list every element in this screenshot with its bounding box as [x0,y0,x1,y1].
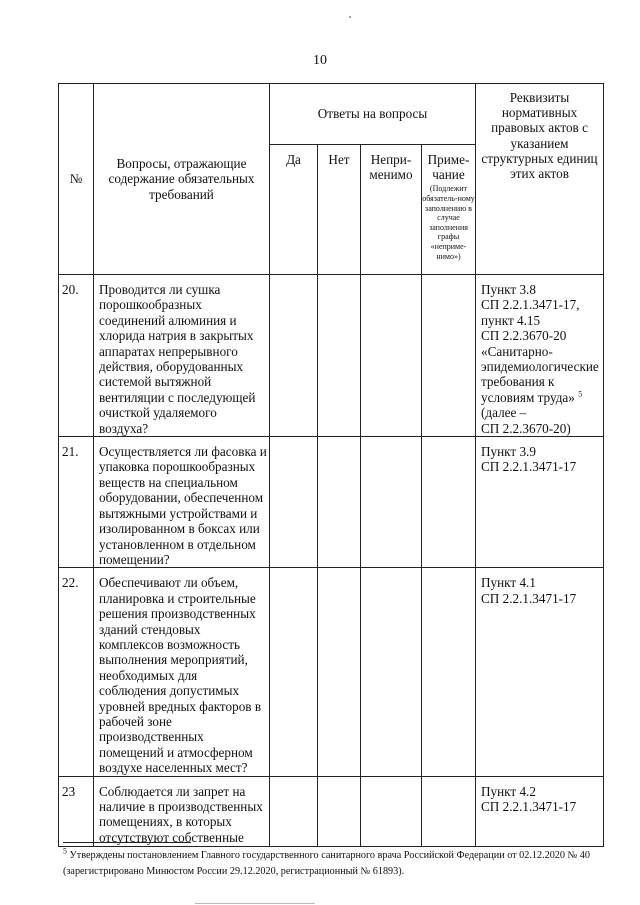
header-not-applicable: Непри-менимо [361,145,422,275]
table-row [59,275,604,437]
footnote-ref: 5 [578,389,583,399]
row-question: Осуществляется ли фасовка и упаковка порошкообразных веществ на специальном оборудовании, обеспеченном вытяжными устройствами и изолированном в боксах или установленном в отдельном помещении? [94,437,270,568]
cell-no[interactable] [318,275,361,437]
cell-yes[interactable] [270,568,318,776]
row-number: 22. [59,568,94,776]
header-requisites: Реквизиты нормативных правовых актов с указанием структурных единиц этих актов [476,84,604,275]
cell-not-applicable[interactable] [361,776,422,846]
row-requisites-text: Пункт 3.8 СП 2.2.1.3471-17, пункт 4.15 СП 2.2.3670-20 «Санитарно-эпидемиологические требования к условиям труда» [481,282,599,405]
scan-speck [349,16,351,18]
table-header-row-1 [59,84,604,145]
requirements-table [58,83,604,847]
table-row [59,568,604,776]
footnote [63,848,608,879]
header-yes: Да [270,145,318,275]
footnote-text: Утверждены постановлением Главного государственного санитарного врача Российской Федерации от 02.12.2020 № 40 (зарегистрировано Минюстом России 29.12.2020, регистрационный № 61893). [63,850,590,877]
header-question: Вопросы, отражающие содержание обязательных требований [94,84,270,275]
cell-yes[interactable] [270,776,318,846]
header-answers: Ответы на вопросы [270,84,476,145]
header-note [422,145,476,275]
cell-note[interactable] [422,437,476,568]
row-number: 20. [59,275,94,437]
cell-yes[interactable] [270,437,318,568]
row-question: Проводится ли сушка порошкообразных соединений алюминия и хлорида натрия в закрытых аппаратах непрерывного действия, оборудованных системой вытяжной вентиляции с последующей очисткой удаляемого воздуха? [94,275,270,437]
row-requisites [476,568,604,776]
cell-not-applicable[interactable] [361,437,422,568]
table-row [59,437,604,568]
cell-no[interactable] [318,776,361,846]
cell-not-applicable[interactable] [361,275,422,437]
row-requisites [476,437,604,568]
cell-not-applicable[interactable] [361,568,422,776]
row-question: Соблюдается ли запрет на наличие в производственных помещениях, в которых отсутствуют собственные [94,776,270,846]
cell-no[interactable] [318,568,361,776]
header-number: № [59,84,94,275]
header-no: Нет [318,145,361,275]
header-note-small: (Подлежит обязатель-ному заполнению в случае заполнения графы «непримe-нимо») [422,184,475,261]
cell-note[interactable] [422,776,476,846]
cell-yes[interactable] [270,275,318,437]
row-requisites-text: Пункт 4.1 СП 2.2.1.3471-17 [481,575,577,606]
row-requisites-text: Пункт 4.2 СП 2.2.1.3471-17 [481,783,577,814]
row-question: Обеспечивают ли объем, планировка и строительные решения производственных зданий стендовых комплексов возможность выполнения мероприятий, необходимых для соблюдения допустимых уровней вредных факторов в рабочей зоне производственных помещений и атмосферном воздухе населенных мест? [94,568,270,776]
cell-no[interactable] [318,437,361,568]
footnote-divider [63,842,191,843]
row-requisites [476,776,604,846]
row-number: 21. [59,437,94,568]
cell-note[interactable] [422,568,476,776]
cell-note[interactable] [422,275,476,437]
row-requisites-text-cont: (далее – СП 2.2.3670-20) [481,405,571,436]
header-note-title: Приме-чание [427,152,470,183]
footnote-mark: 5 [63,846,67,856]
row-requisites-text: Пункт 3.9 СП 2.2.1.3471-17 [481,444,577,475]
page-number: 10 [313,53,327,68]
table-row [59,776,604,846]
scan-artifact [195,903,315,904]
row-number: 23 [59,776,94,846]
row-requisites [476,275,604,437]
